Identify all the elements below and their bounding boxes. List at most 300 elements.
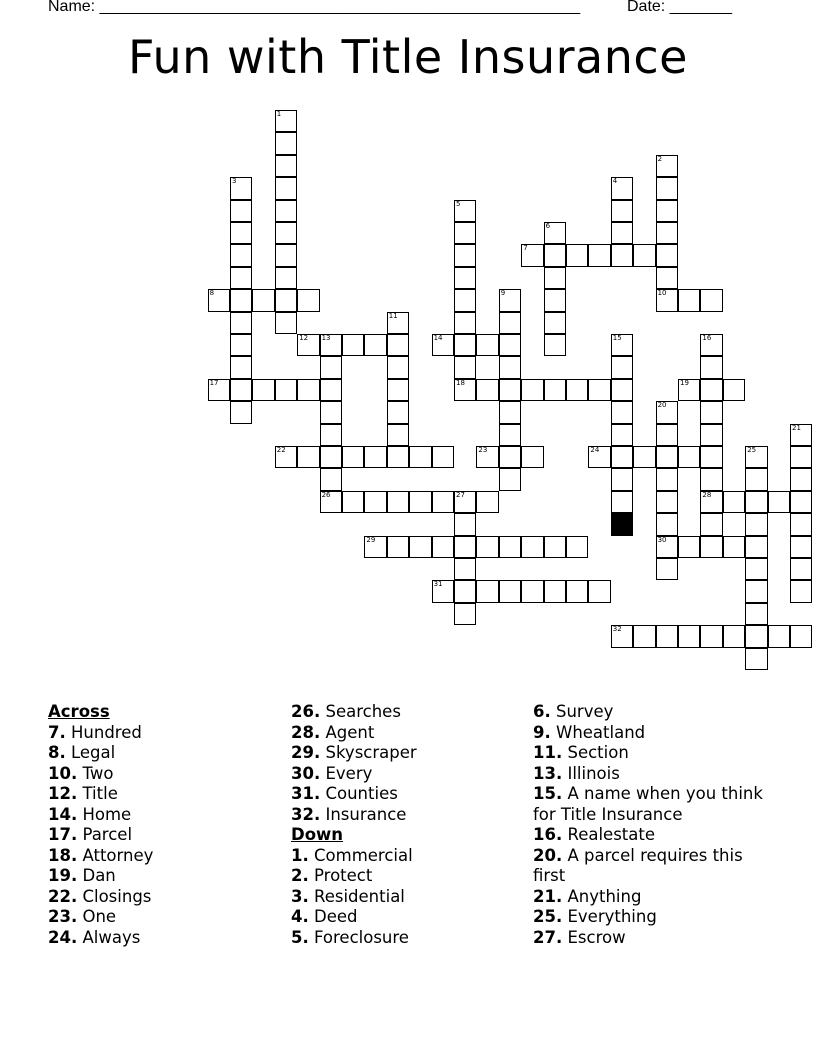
clue-item-text: Parcel [82, 825, 133, 844]
clue-item-text: A parcel requires this first [533, 845, 743, 885]
clue-number: 8 [209, 289, 215, 298]
clue-item [533, 743, 763, 764]
clue-item-text: Dan [82, 866, 116, 885]
clue-item-text: Protect [314, 866, 373, 885]
grid-cell[interactable] [342, 334, 364, 356]
grid-cell[interactable] [208, 289, 230, 311]
grid-cell[interactable] [790, 491, 812, 513]
grid-cell[interactable] [723, 625, 745, 647]
grid-cell[interactable] [454, 356, 476, 378]
clue-item-text: Residential [314, 886, 405, 906]
grid-cell[interactable] [297, 334, 319, 356]
grid-cell[interactable] [611, 446, 633, 468]
grid-cell[interactable] [790, 513, 812, 535]
grid-cell[interactable] [230, 177, 252, 199]
clues-column-2 [291, 702, 531, 948]
clue-item [291, 866, 531, 887]
clue-item-number: 25. [533, 907, 563, 926]
grid-cell[interactable] [454, 491, 476, 513]
clue-item-text: Escrow [567, 927, 626, 947]
grid-cell[interactable] [745, 625, 767, 647]
grid-cell[interactable] [544, 267, 566, 289]
grid-cell[interactable] [611, 222, 633, 244]
clue-item-number: 12. [48, 784, 78, 803]
clue-item [291, 743, 531, 764]
grid-cell[interactable] [454, 222, 476, 244]
clue-number: 13 [321, 334, 331, 342]
clue-item-text: Counties [325, 784, 398, 803]
grid-cell[interactable] [745, 536, 767, 558]
grid-cell[interactable] [656, 536, 678, 558]
grid-cell[interactable] [320, 379, 342, 401]
clue-item-text: Hundred [71, 722, 142, 742]
grid-cell[interactable] [275, 267, 297, 289]
grid-cell[interactable] [432, 491, 454, 513]
grid-cell[interactable] [230, 200, 252, 222]
clue-item-number: 29. [291, 743, 321, 762]
grid-cell[interactable] [454, 379, 476, 401]
grid-cell[interactable] [611, 244, 633, 266]
grid-cell[interactable] [364, 491, 386, 513]
grid-cell[interactable] [230, 379, 252, 401]
grid-cell[interactable] [230, 222, 252, 244]
grid-cell[interactable] [611, 177, 633, 199]
grid-cell[interactable] [656, 155, 678, 177]
clue-item-number: 3. [291, 886, 309, 906]
grid-cell[interactable] [454, 603, 476, 625]
clue-number: 11 [388, 311, 398, 320]
clue-number: 27 [456, 490, 465, 499]
grid-cell[interactable] [544, 334, 566, 356]
grid-cell[interactable] [499, 379, 521, 401]
grid-cell[interactable] [611, 334, 633, 356]
grid-cell[interactable] [320, 468, 342, 490]
clue-item-text: Anything [567, 886, 642, 906]
grid-cell[interactable] [454, 200, 476, 222]
grid-cell[interactable] [656, 177, 678, 199]
grid-cell[interactable] [230, 244, 252, 266]
clue-item [533, 702, 763, 723]
clue-item-text: Attorney [82, 845, 154, 865]
grid-cell[interactable] [566, 379, 588, 401]
grid-cell[interactable] [275, 177, 297, 199]
grid-cell[interactable] [499, 334, 521, 356]
grid-cell[interactable] [230, 356, 252, 378]
grid-cell[interactable] [454, 580, 476, 602]
grid-cell[interactable] [476, 491, 498, 513]
clue-item-text: Closings [82, 886, 152, 906]
clue-item [291, 805, 531, 826]
clue-number: 10 [657, 289, 667, 298]
clue-item-text: Searches [325, 702, 401, 721]
clue-number: 22 [276, 446, 286, 454]
grid-cell[interactable] [790, 580, 812, 602]
grid-cell[interactable] [723, 379, 745, 401]
clue-item-number: 16. [533, 825, 563, 844]
grid-cell[interactable] [208, 379, 230, 401]
grid-cell[interactable] [409, 536, 431, 558]
grid-cell[interactable] [499, 356, 521, 378]
grid-cell[interactable] [454, 244, 476, 266]
grid-cell[interactable] [432, 334, 454, 356]
clue-item [533, 846, 763, 887]
grid-cell[interactable] [320, 334, 342, 356]
grid-cell[interactable] [275, 289, 297, 311]
clue-item-number: 27. [533, 927, 563, 947]
grid-cell[interactable] [297, 289, 319, 311]
grid-cell[interactable] [656, 244, 678, 266]
grid-cell[interactable] [566, 244, 588, 266]
grid-cell[interactable] [700, 536, 722, 558]
clue-item-number: 22. [48, 886, 78, 906]
grid-cell[interactable] [656, 267, 678, 289]
grid-cell[interactable] [387, 401, 409, 423]
clue-item-text: Illinois [567, 763, 620, 783]
grid-cell[interactable] [521, 536, 543, 558]
grid-cell[interactable] [611, 356, 633, 378]
grid-cell[interactable] [656, 513, 678, 535]
grid-cell[interactable] [588, 244, 610, 266]
grid-cell[interactable] [521, 580, 543, 602]
grid-cell[interactable] [499, 401, 521, 423]
grid-cell[interactable] [544, 536, 566, 558]
grid-cell[interactable] [476, 580, 498, 602]
grid-cell[interactable] [476, 536, 498, 558]
grid-cell[interactable] [387, 379, 409, 401]
clue-number: 7 [523, 244, 528, 253]
clue-item [291, 784, 531, 805]
clue-number: 12 [299, 334, 309, 342]
grid-cell[interactable] [790, 468, 812, 490]
grid-cell[interactable] [544, 379, 566, 401]
grid-cell[interactable] [566, 536, 588, 558]
clue-item-number: 13. [533, 763, 563, 783]
grid-cell[interactable] [387, 334, 409, 356]
grid-cell[interactable] [678, 536, 700, 558]
grid-cell[interactable] [544, 222, 566, 244]
date-field-label[interactable]: Date: _______ [627, 0, 732, 15]
clue-number: 1 [276, 110, 282, 118]
grid-cell[interactable] [499, 446, 521, 468]
grid-cell[interactable] [611, 424, 633, 446]
clue-number: 30 [657, 535, 667, 544]
grid-cell[interactable] [700, 401, 722, 423]
grid-cell[interactable] [521, 244, 543, 266]
grid-cell[interactable] [252, 289, 274, 311]
clue-item [48, 907, 288, 928]
clue-item-number: 5. [291, 927, 309, 947]
grid-cell[interactable] [409, 446, 431, 468]
grid-cell[interactable] [387, 424, 409, 446]
grid-cell[interactable] [700, 491, 722, 513]
grid-cell[interactable] [230, 401, 252, 423]
grid-cell[interactable] [678, 446, 700, 468]
grid-cell[interactable] [476, 446, 498, 468]
grid-cell[interactable] [499, 468, 521, 490]
name-field-label[interactable]: Name: ______________________________________________________ [48, 0, 581, 15]
grid-cell[interactable] [611, 491, 633, 513]
clue-item-number: 8. [48, 743, 66, 762]
grid-cell[interactable] [387, 446, 409, 468]
clue-item-text: One [82, 907, 117, 926]
grid-cell[interactable] [678, 625, 700, 647]
grid-cell[interactable] [454, 558, 476, 580]
grid-cell[interactable] [611, 468, 633, 490]
grid-cell[interactable] [342, 491, 364, 513]
grid-cell[interactable] [700, 334, 722, 356]
grid-cell[interactable] [790, 558, 812, 580]
grid-cell[interactable] [320, 446, 342, 468]
clue-item [48, 764, 288, 785]
clue-number: 17 [209, 378, 219, 387]
clue-item [291, 702, 531, 723]
grid-cell[interactable] [633, 625, 655, 647]
clue-number: 18 [456, 378, 465, 387]
clue-item-number: 14. [48, 804, 78, 824]
grid-cell[interactable] [745, 468, 767, 490]
clue-item-text: Commercial [314, 845, 413, 865]
grid-cell[interactable] [499, 536, 521, 558]
grid-cell[interactable] [700, 446, 722, 468]
clue-item-text: Skyscraper [325, 743, 417, 762]
grid-cell[interactable] [700, 424, 722, 446]
grid-cell[interactable] [275, 110, 297, 132]
grid-cell[interactable] [700, 356, 722, 378]
grid-cell[interactable] [611, 625, 633, 647]
grid-cell[interactable] [790, 424, 812, 446]
grid-cell[interactable] [656, 289, 678, 311]
clue-number: 21 [792, 423, 801, 432]
clue-item [48, 887, 288, 908]
clue-item-number: 26. [291, 702, 321, 721]
grid-cell[interactable] [387, 536, 409, 558]
grid-cell[interactable] [499, 312, 521, 334]
clue-item-number: 11. [533, 743, 563, 762]
grid-cell[interactable] [790, 625, 812, 647]
grid-cell[interactable] [297, 379, 319, 401]
grid-cell[interactable] [252, 379, 274, 401]
grid-cell[interactable] [700, 513, 722, 535]
clue-item-text: Realestate [567, 825, 656, 844]
clue-number: 29 [366, 535, 376, 544]
grid-cell[interactable] [656, 401, 678, 423]
clue-item-number: 10. [48, 763, 78, 783]
clue-item-text: Survey [556, 702, 614, 721]
grid-cell[interactable] [588, 379, 610, 401]
grid-cell[interactable] [275, 446, 297, 468]
clue-number: 9 [500, 289, 506, 298]
clue-number: 20 [657, 401, 667, 410]
clue-number: 16 [702, 334, 712, 342]
grid-cell[interactable] [387, 356, 409, 378]
grid-cell[interactable] [700, 625, 722, 647]
clue-number: 3 [232, 177, 237, 186]
grid-cell[interactable] [454, 267, 476, 289]
clue-item-number: 7. [48, 722, 66, 742]
grid-cell[interactable] [521, 446, 543, 468]
clue-number: 32 [612, 625, 622, 634]
grid-cell[interactable] [364, 536, 386, 558]
clue-item [48, 825, 288, 846]
grid-cell[interactable] [768, 625, 790, 647]
clue-number: 24 [590, 446, 600, 454]
clue-item-text: Foreclosure [314, 927, 409, 947]
grid-cell[interactable] [700, 379, 722, 401]
grid-cell[interactable] [790, 536, 812, 558]
grid-cell[interactable] [275, 200, 297, 222]
grid-cell[interactable] [454, 289, 476, 311]
grid-cell[interactable] [275, 155, 297, 177]
grid-cell[interactable] [454, 536, 476, 558]
clue-item-text: Agent [325, 722, 375, 742]
grid-cell[interactable] [409, 491, 431, 513]
clue-item-text: Section [567, 743, 629, 762]
clue-item [533, 825, 763, 846]
grid-cell[interactable] [275, 379, 297, 401]
grid-cell[interactable] [611, 200, 633, 222]
grid-cell[interactable] [700, 468, 722, 490]
grid-cell[interactable] [297, 446, 319, 468]
grid-cell[interactable] [790, 446, 812, 468]
clue-item [48, 928, 288, 949]
clue-number: 25 [747, 446, 757, 454]
grid-cell[interactable] [476, 334, 498, 356]
clue-item [48, 723, 288, 744]
clue-item-number: 19. [48, 866, 78, 885]
grid-cell[interactable] [454, 513, 476, 535]
clue-number: 19 [680, 378, 689, 387]
grid-cell[interactable] [275, 312, 297, 334]
clue-item [533, 907, 763, 928]
grid-cell[interactable] [320, 424, 342, 446]
grid-cell[interactable] [364, 446, 386, 468]
clue-number: 15 [612, 334, 622, 342]
grid-cell[interactable] [745, 580, 767, 602]
grid-cell[interactable] [745, 513, 767, 535]
clue-item-text: Legal [71, 743, 116, 762]
grid-cell[interactable] [230, 267, 252, 289]
grid-cell[interactable] [230, 312, 252, 334]
grid-cell[interactable] [745, 491, 767, 513]
grid-cell[interactable] [275, 244, 297, 266]
clue-item-text: Wheatland [556, 722, 646, 742]
page-title: Fun with Title Insurance [128, 30, 688, 84]
grid-cell[interactable] [678, 289, 700, 311]
clue-item-number: 20. [533, 845, 563, 865]
clue-item-text: Title [82, 784, 118, 803]
grid-cell[interactable] [544, 244, 566, 266]
clue-item-number: 23. [48, 907, 78, 926]
grid-cell[interactable] [656, 446, 678, 468]
clue-item-number: 24. [48, 927, 78, 947]
grid-cell[interactable] [544, 312, 566, 334]
grid-cell[interactable] [476, 379, 498, 401]
grid-cell[interactable] [320, 401, 342, 423]
grid-cell[interactable] [745, 558, 767, 580]
grid-cell[interactable] [544, 580, 566, 602]
grid-cell[interactable] [432, 536, 454, 558]
clue-item-number: 9. [533, 722, 551, 742]
grid-cell[interactable] [275, 222, 297, 244]
clue-item [291, 846, 531, 867]
clue-item-number: 30. [291, 763, 321, 783]
grid-cell[interactable] [656, 468, 678, 490]
grid-cell[interactable] [521, 379, 543, 401]
clue-item-text: Home [82, 804, 132, 824]
grid-cell[interactable] [633, 244, 655, 266]
grid-cell[interactable] [230, 289, 252, 311]
clue-item [533, 784, 763, 825]
grid-cell[interactable] [566, 580, 588, 602]
grid-cell[interactable] [432, 446, 454, 468]
grid-cell[interactable] [745, 648, 767, 670]
grid-cell[interactable] [611, 379, 633, 401]
grid-cell[interactable] [768, 491, 790, 513]
grid-cell[interactable] [342, 446, 364, 468]
grid-cell[interactable] [320, 356, 342, 378]
grid-cell[interactable] [499, 289, 521, 311]
clue-item-text: Two [82, 763, 114, 783]
clues-column-1 [48, 702, 288, 948]
grid-cell[interactable] [656, 222, 678, 244]
grid-cell[interactable] [320, 491, 342, 513]
grid-cell[interactable] [499, 424, 521, 446]
grid-cell[interactable] [230, 334, 252, 356]
grid-cell[interactable] [432, 580, 454, 602]
grid-cell[interactable] [656, 558, 678, 580]
grid-cell[interactable] [745, 603, 767, 625]
grid-cell[interactable] [588, 580, 610, 602]
grid-cell[interactable] [454, 334, 476, 356]
grid-cell[interactable] [275, 132, 297, 154]
grid-cell[interactable] [364, 334, 386, 356]
clue-item [291, 764, 531, 785]
clue-item-number: 6. [533, 702, 551, 721]
clue-number: 23 [478, 446, 488, 454]
grid-cell[interactable] [723, 536, 745, 558]
grid-cell[interactable] [544, 289, 566, 311]
grid-cell[interactable] [387, 491, 409, 513]
grid-cell[interactable] [387, 312, 409, 334]
grid-cell[interactable] [611, 401, 633, 423]
clue-item-text: Always [82, 927, 141, 947]
grid-cell[interactable] [700, 289, 722, 311]
grid-cell[interactable] [656, 625, 678, 647]
clue-item [533, 764, 763, 785]
grid-cell[interactable] [656, 200, 678, 222]
grid-cell[interactable] [454, 312, 476, 334]
grid-cell[interactable] [745, 446, 767, 468]
clue-number: 5 [456, 199, 461, 208]
black-square [612, 514, 633, 535]
grid-cell[interactable] [588, 446, 610, 468]
grid-cell[interactable] [723, 491, 745, 513]
grid-cell[interactable] [499, 580, 521, 602]
grid-cell[interactable] [656, 424, 678, 446]
clue-number: 28 [702, 490, 712, 499]
grid-cell[interactable] [633, 446, 655, 468]
grid-cell[interactable] [656, 491, 678, 513]
clue-item-text: A name when you think for Title Insurance [533, 784, 763, 824]
clue-item [291, 928, 531, 949]
clue-item-number: 28. [291, 722, 321, 742]
clue-item-number: 31. [291, 784, 321, 803]
clue-number: 4 [612, 177, 618, 186]
clue-item-number: 1. [291, 845, 309, 865]
clue-item-number: 4. [291, 907, 309, 926]
grid-cell[interactable] [678, 379, 700, 401]
clue-number: 6 [545, 222, 551, 230]
